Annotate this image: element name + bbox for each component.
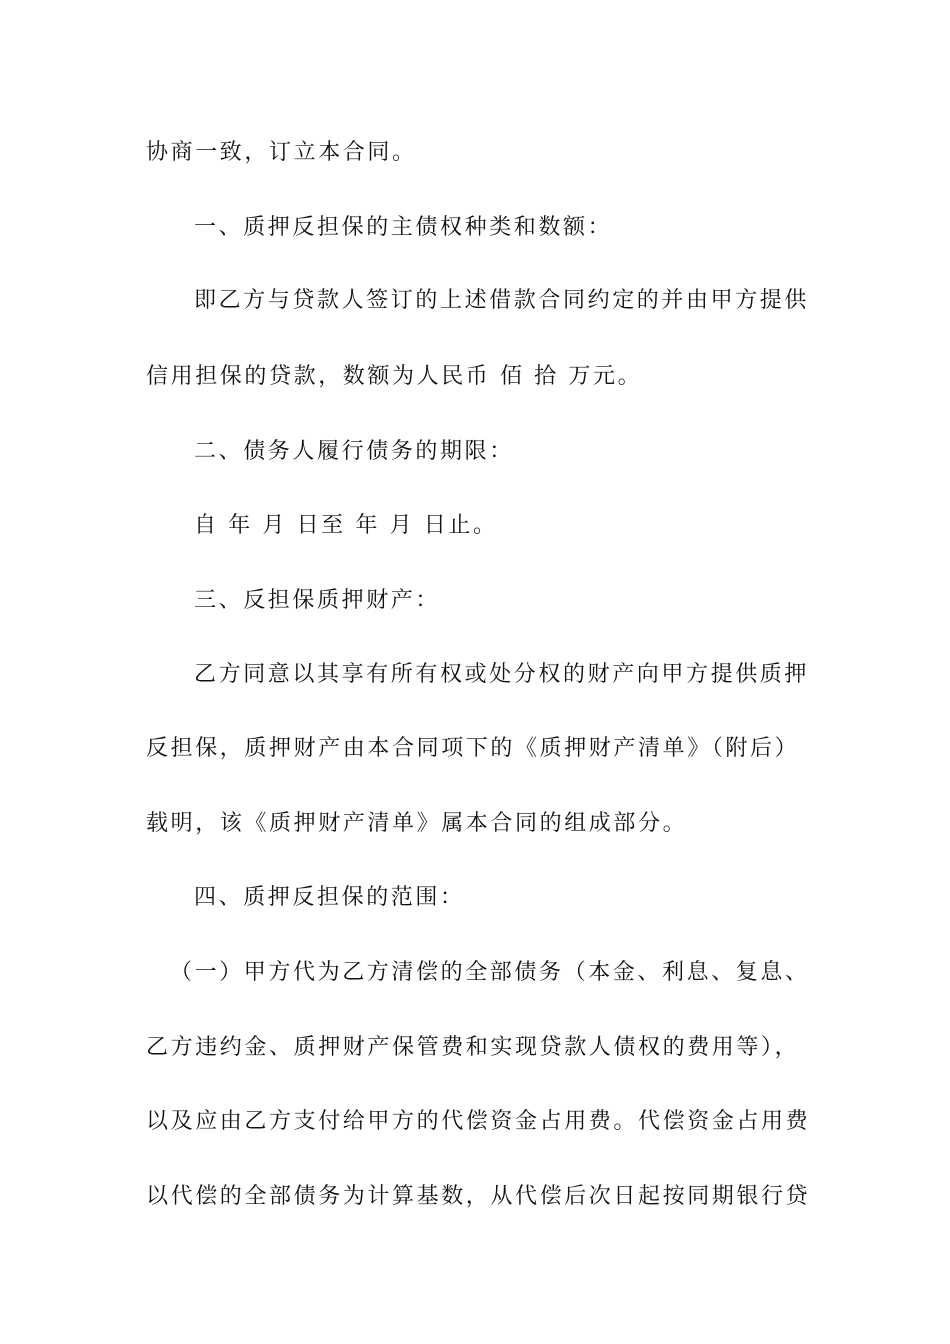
text-line-4: 信用担保的贷款，数额为人民币 佰 拾 万元。: [146, 364, 643, 389]
text-line-6: 自 年 月 日至 年 月 日止。: [194, 513, 498, 538]
text-line-8: 乙方同意以其享有所有权或处分权的财产向甲方提供质押: [194, 662, 810, 687]
section-heading-4: 四、质押反担保的范围：: [194, 885, 465, 910]
text-line-3: 即乙方与贷款人签订的上述借款合同约定的并由甲方提供: [194, 288, 810, 313]
text-line-1: 协商一致，订立本合同。: [146, 140, 417, 165]
section-heading-1: 一、质押反担保的主债权种类和数额：: [194, 215, 613, 240]
text-line-10: 载明，该《质押财产清单》属本合同的组成部分。: [146, 811, 688, 836]
text-line-13: 乙方违约金、质押财产保管费和实现贷款人债权的费用等），: [146, 1035, 800, 1060]
section-heading-3: 三、反担保质押财产：: [194, 588, 441, 613]
text-line-15: 以代偿的全部债务为计算基数，从代偿后次日起按同期银行贷: [146, 1184, 811, 1209]
text-line-14: 以及应由乙方支付给甲方的代偿资金占用费。代偿资金占用费: [146, 1109, 811, 1134]
text-line-9: 反担保，质押财产由本合同项下的《质押财产清单》（附后）: [146, 736, 800, 761]
section-heading-2: 二、债务人履行债务的期限：: [194, 439, 514, 464]
text-line-12: （一）甲方代为乙方清偿的全部债务（本金、利息、复息、: [170, 960, 810, 985]
